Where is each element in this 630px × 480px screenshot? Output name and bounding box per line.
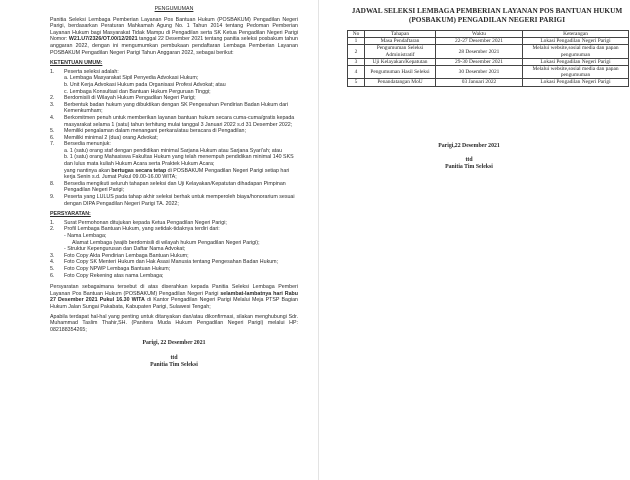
list-item-number: 1.: [50, 68, 55, 75]
intro-paragraph: [50, 17, 298, 57]
cell-keterangan: Melalui website,sosial media dan papan pengumuman: [523, 45, 629, 58]
deadline-text: selambat-lambatnya hari Rabu 27 Desember 2021 Pukul 16.30 WITA: [50, 290, 298, 304]
list-item-text: yang nantinya akan bertugas secara tetap di POSBAKUM Pengadilan Negeri Parigi setiap hari kerja Senin s.d. Jumat Pukul 09.00-16.00 WITA;: [64, 167, 290, 181]
persyaratan-list: [50, 220, 298, 279]
list-item-text: Surat Permohonan ditujukan kepada Ketua Pengadilan Negeri Parigi;: [64, 219, 227, 226]
list-item-text: a. Lembaga Masyarakat Sipil Penyedia Advokasi Hukum;: [64, 75, 199, 82]
list-item-text: Alamat Lembaga (wajib berdomisili di wilayah hukum Pengadilan Negeri Parigi);: [72, 239, 260, 246]
cell-waktu: 30 Desember 2021: [436, 66, 523, 79]
cell-keterangan: Melalui website,sosial media dan papan pengumuman: [523, 66, 629, 79]
list-item-text: Bersedia menunjuk:: [64, 141, 111, 148]
list-item-number: 9.: [50, 194, 55, 201]
cell-no: 5: [348, 79, 365, 86]
closing-text-c: di Kantor Pengadilan Negeri Parigi Melalui Meja PTSP Bagian Hukum Jalan Sungai Pakabata, Kabupaten Parigi, Sulawesi Tengah;: [50, 297, 298, 310]
list-item: [50, 246, 298, 253]
right-sign-name: Panitia Tim Seleksi: [445, 164, 493, 171]
list-item-text: b. Unit Kerja Advokasi Hukum pada Organisasi Profesi Advokat; atau: [64, 81, 226, 88]
list-item: [50, 115, 298, 128]
column-header-waktu: Waktu: [436, 31, 523, 38]
list-item-number: 8.: [50, 180, 55, 187]
list-item-text: Berkomitmen penuh untuk memberikan layanan bantuan hukum secara cuma-cuma/gratis kepada masyarakat selama 1 (satu) tahun terhitung mulai tanggal 3 Januari 2022 s.d 31 Desember 2022;: [64, 114, 295, 128]
closing-paragraph-1: [50, 284, 298, 310]
closing-text-a: Persyaratan sebagaimana tersebut di atas diserahkan kepada Panitia Seleksi Lembaga Pemberi Layanan Pos Bantuan Hukum (POSBAKUM) Pengadilan Negeri Parigi: [50, 284, 298, 297]
list-item-text: Bersedia mengikuti seluruh tahapan seleksi dan Uji Kelayakan/Kepatutan dihadapan Pimpinan Pengadilan Negeri Parigi;: [64, 180, 286, 194]
list-item: [50, 253, 298, 260]
right-signature: [347, 143, 591, 172]
list-item: [50, 102, 298, 115]
list-item-number: 7.: [50, 141, 55, 148]
cell-waktu: 28 Desember 2021: [436, 45, 523, 58]
closing-paragraph-2: Apabila terdapat hal-hal yang penting untuk ditanyakan dan/atau dikonfirmasi, silakan menghubungi Sdr. Muhammad Taslim Thahir,SH. (Panitera Muda Hukum Pengadilan Negeri Parigi) melalui HP: 082188354265;: [50, 313, 298, 333]
ketentuan-list: [50, 69, 298, 207]
column-header-no: No: [348, 31, 365, 38]
list-item: [50, 266, 298, 273]
cell-no: 1: [348, 38, 365, 45]
cell-no: 2: [348, 45, 365, 58]
decree-number: W21.U7/2326/OT.00/12/2021: [68, 36, 138, 43]
list-item-text: - Struktur Kepengurusan dan Daftar Nama Advokat;: [64, 246, 186, 253]
cell-keterangan: Lokasi Pengadilan Negeri Parigi: [523, 79, 629, 86]
list-item-text: - Nama Lembaga;: [64, 233, 107, 239]
table-header-row: [348, 31, 629, 38]
cell-tahapan: Uji Kelayakan/Kepatutan: [365, 58, 436, 65]
cell-waktu: 29-30 Desember 2021: [436, 58, 523, 65]
list-item: [50, 95, 298, 102]
cell-tahapan: Masa Pendaftaran: [365, 38, 436, 45]
list-item-number: 1.: [50, 219, 55, 226]
list-item: [50, 181, 298, 194]
cell-no: 3: [348, 58, 365, 65]
schedule-title-line-2: (POSBAKUM) PENGADILAN NEGERI PARIGI: [408, 15, 566, 24]
list-item: [50, 240, 298, 247]
intro-text-1: Panitia Seleksi Lembaga Pemberian Layanan Pos Bantuan Hukum (POSBAKUM) Pengadilan Negeri Parigi, berdasarkan Peraturan Mahkamah Agung No. 1 Tahun 2014 tentang Pedoman Pemberian Layanan Hukum bagi Masyarakat Tidak Mampu di Pengadilan serta SK Ketua Pengadilan Negeri Parigi Nomor:: [50, 16, 298, 43]
cell-keterangan: Lokasi Pengadilan Negeri Parigi: [523, 38, 629, 45]
cell-tahapan: Pengumuman Hasil Seleksi: [365, 66, 436, 79]
list-item: [50, 82, 298, 89]
list-item-text: Foto Copy Rekening atas nama Lembaga;: [64, 272, 164, 279]
list-item-text: a. 1 (satu) orang staf dengan pendidikan minimal Sarjana Hukum atau Sarjana Syari'ah; atau: [64, 147, 283, 154]
left-sign-name: Panitia Tim Seleksi: [150, 362, 198, 369]
list-item-text: Foto Copy Akta Pendirian Lembaga Bantuan Hukum;: [64, 252, 189, 259]
list-item: [50, 128, 298, 135]
list-item-number: 5.: [50, 128, 55, 135]
list-item: [50, 194, 298, 207]
list-item-number: 2.: [50, 95, 55, 102]
list-item-number: 5.: [50, 265, 55, 272]
list-item-number: 4.: [50, 259, 55, 266]
schedule-title-line-1: JADWAL SELEKSI LEMBAGA PEMBERIAN LAYANAN POS BANTUAN HUKUM: [351, 6, 623, 15]
list-item-text: Memiliki pengalaman dalam menangani perkara/atau beracara di Pengadilan;: [64, 128, 246, 135]
list-item: [50, 135, 298, 142]
persyaratan-title: PERSYARATAN:: [50, 211, 91, 218]
list-item: [50, 259, 298, 266]
cell-keterangan: Lokasi Pengadilan Negeri Parigi: [523, 58, 629, 65]
table-row: [348, 45, 629, 58]
list-item-text: Foto Copy SK Menteri Hukum dan Hak Asasi Manusia tentang Pengesahan Badan Hukum;: [64, 259, 279, 266]
list-item-text: Peserta yang LULUS pada tahap akhir seleksi berhak untuk memperoleh biaya/honorarium sesuai dengan DIPA Pengadilan Negeri Parigi TA. 2022;: [64, 194, 295, 207]
left-sign-date: Parigi, 22 Desember 2021: [142, 340, 206, 347]
list-item-number: 3.: [50, 101, 55, 108]
list-item: [50, 141, 298, 148]
list-item: [50, 273, 298, 280]
cell-waktu: 22-27 Desember 2021: [436, 38, 523, 45]
list-item-text: Peserta seleksi adalah:: [64, 68, 119, 75]
list-item-text: c. Lembaga Konsultasi dan Bantuan Hukum Perguruan Tinggi;: [64, 88, 211, 95]
list-item-number: 4.: [50, 114, 55, 121]
left-sign-ttd: ttd: [170, 354, 178, 361]
schedule-table: [347, 30, 629, 87]
list-item-number: 3.: [50, 252, 55, 259]
list-item: [50, 226, 298, 233]
list-item: [50, 148, 298, 155]
table-row: [348, 66, 629, 79]
table-row: [348, 38, 629, 45]
list-item: [50, 220, 298, 227]
list-item-text: Profil Lembaga Bantuan Hukum, yang setidak-tidaknya terdiri dari:: [64, 226, 220, 233]
intro-text-2: tanggal 22 Desember 2021 tentang panitia seleksi posbakum tahun anggaran 2022, dengan ini mengumumkan pembukaan pendaftaran Lembaga Pemberian Layanan POSBAKUM Pengadilan Negeri Parigi Tahun Anggaran 2022, sebagai berikut:: [50, 36, 298, 56]
list-item: [50, 233, 298, 240]
right-sign-ttd: ttd: [465, 157, 473, 164]
list-item-number: 6.: [50, 134, 55, 141]
schedule-title: [347, 6, 627, 24]
announcement-heading: PENGUMUMAN: [154, 6, 194, 12]
column-header-keterangan: Keterangan: [523, 31, 629, 38]
cell-waktu: 03 Januari 2022: [436, 79, 523, 86]
list-item-number: 2.: [50, 226, 55, 233]
list-item: [50, 69, 298, 76]
list-item: [50, 154, 298, 167]
cell-no: 4: [348, 66, 365, 79]
ketentuan-title: KETENTUAN UMUM:: [50, 60, 103, 67]
list-item-number: 6.: [50, 272, 55, 279]
list-item-text: Foto Copy NPWP Lembaga Bantuan Hukum;: [64, 265, 171, 272]
table-row: [348, 79, 629, 86]
list-item-text: Berdomisili di Wilayah Hukum Pengadilan Negeri Parigi;: [64, 95, 196, 102]
column-header-tahapan: Tahapan: [365, 31, 436, 38]
cell-tahapan: Penandatangan MoU: [365, 79, 436, 86]
right-sign-date: Parigi,22 Desember 2021: [438, 142, 500, 149]
schedule-body: [348, 38, 629, 86]
list-item: [50, 89, 298, 96]
list-item: [50, 75, 298, 82]
cell-tahapan: Pengumuman Seleksi Administratif: [365, 45, 436, 58]
schedule-page: [318, 0, 630, 480]
left-signature: [50, 340, 298, 369]
list-item-text: Memiliki minimal 2 (dua) orang Advokat;: [64, 134, 158, 141]
list-item-text: b. 1 (satu) orang Mahasiswa Fakultas Hukum yang telah menempuh pendidikan minimal 140 SKS dan lulus mata kuliah Hukum Acara serta Praktek Hukum Acara;: [64, 154, 294, 168]
table-row: [348, 58, 629, 65]
list-item-text: Berbentuk badan hukum yang dibuktikan dengan SK Pengesahan Pendirian Badan Hukum dari Kemenkumham;: [64, 101, 289, 115]
list-item: [50, 168, 298, 181]
